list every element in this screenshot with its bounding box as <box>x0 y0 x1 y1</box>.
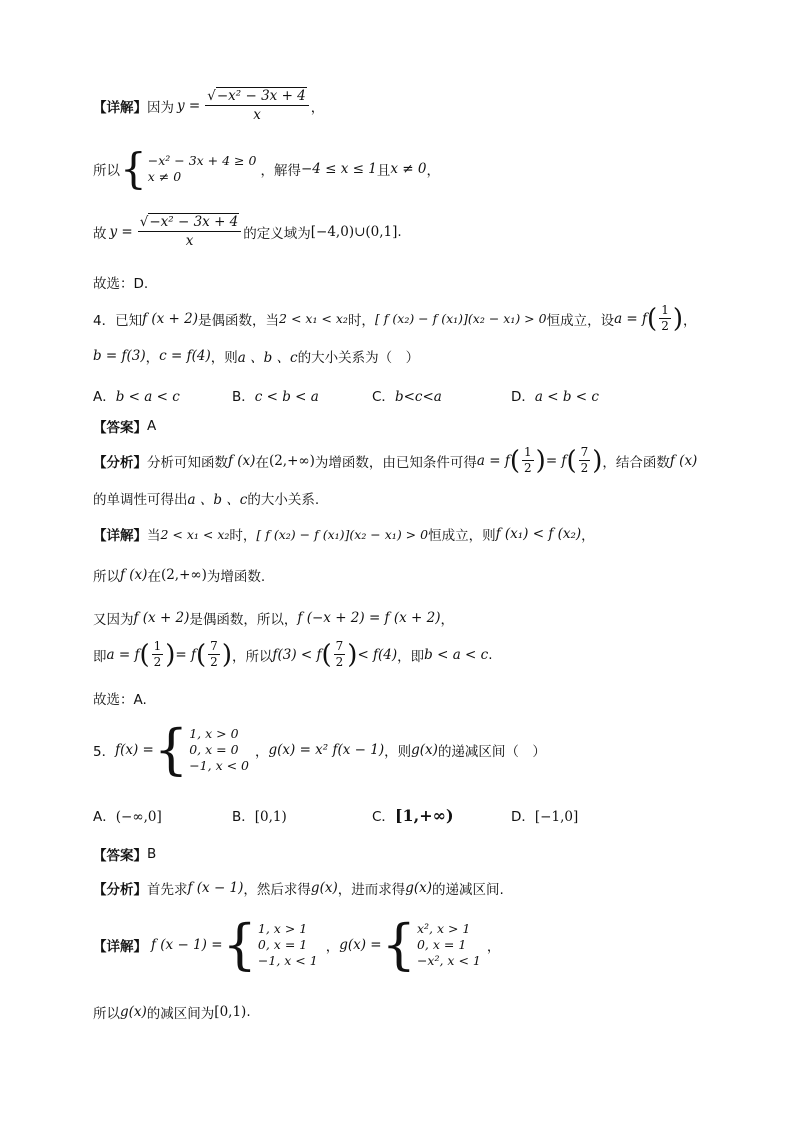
text: ，即 <box>397 648 425 665</box>
left-paren: ( <box>566 445 577 476</box>
text: ， <box>255 744 269 760</box>
math-condition: x ≠ 0 <box>390 161 427 177</box>
math-interval: [0,1) <box>214 1004 247 1020</box>
text: 的减区间为 <box>146 1006 215 1022</box>
option-a[interactable] <box>93 805 162 825</box>
text: ， <box>683 312 697 329</box>
text: ， <box>486 939 501 955</box>
option-letter: D． <box>511 809 535 825</box>
math-interval: (2,+∞) <box>268 452 315 469</box>
option-letter: B． <box>232 389 255 405</box>
case-row: x ≠ 0 <box>147 169 182 184</box>
fraction <box>659 304 671 333</box>
text: 的大小关系为（ ） <box>297 350 420 366</box>
case-row: −1, x < 0 <box>189 758 249 773</box>
answer-select-2: 故选：A. <box>93 692 147 708</box>
text: 所以 <box>93 1006 120 1022</box>
detail-5 <box>93 913 501 976</box>
math-condition: 2 < x₁ < x₂ <box>279 311 348 326</box>
fraction-numerator: 7 <box>210 639 218 653</box>
text: 所以 <box>93 569 120 585</box>
cases-rows <box>148 153 257 185</box>
cases-rows <box>189 726 249 774</box>
text: 的大小关系. <box>247 492 320 508</box>
math-a-eq: a = f <box>614 310 648 327</box>
text: 的定义域为 <box>243 225 311 242</box>
option-text: [1,+∞) <box>394 806 454 825</box>
left-brace: { <box>153 718 189 781</box>
case-row: −x², x < 1 <box>416 953 481 968</box>
math-eq: = f <box>545 452 567 469</box>
math-domain: [−4,0)∪(0,1] <box>310 223 398 240</box>
text: 且 <box>376 163 391 179</box>
detail-line-1 <box>93 88 324 123</box>
case-row: 1, x > 0 <box>189 726 239 741</box>
detail-label: 【详解】 <box>93 528 147 544</box>
option-text: (−∞,0] <box>115 809 162 825</box>
fraction-numerator: 7 <box>335 639 344 653</box>
option-text: [−1,0] <box>534 809 579 825</box>
radicand: −x² − 3x + 4 <box>216 88 306 104</box>
question-4-line-2 <box>93 346 419 366</box>
left-brace: { <box>120 144 147 193</box>
question-number: 5． <box>93 744 116 760</box>
math-interval: (2,+∞) <box>160 567 207 583</box>
fraction-numerator: 1 <box>153 639 162 653</box>
math-lt-f4: < f(4) <box>357 646 398 663</box>
option-letter: B． <box>232 809 255 825</box>
text: 为增函数. <box>206 569 266 585</box>
text: ， <box>145 350 160 366</box>
fraction <box>138 214 242 249</box>
option-letter: D． <box>511 389 535 405</box>
fraction-denominator: 2 <box>661 319 669 333</box>
option-text: c < b < a <box>254 389 319 405</box>
option-letter: A． <box>93 809 116 825</box>
option-c[interactable] <box>372 805 454 825</box>
answer-5 <box>93 844 156 864</box>
math-a-eq: a = f <box>106 646 140 663</box>
text: ，则 <box>384 744 412 760</box>
fraction-numerator: 7 <box>580 445 589 459</box>
fraction-denominator: 2 <box>580 461 589 475</box>
text: 在 <box>255 454 269 471</box>
right-paren: ) <box>221 639 232 670</box>
question-number: 4．已知 <box>93 312 143 329</box>
case-row: 1, x > 1 <box>257 921 308 936</box>
option-b[interactable] <box>232 805 287 825</box>
math-a-eq: a = f <box>476 452 510 469</box>
text: ，进而求得 <box>337 882 406 898</box>
option-d[interactable] <box>511 805 578 825</box>
math-g-x: g(x) <box>310 880 338 896</box>
answer-select-1: 故选：D. <box>93 276 149 292</box>
fraction <box>334 640 346 669</box>
text: 的递减区间（ ） <box>437 744 546 760</box>
detail-label: 【详解】 <box>93 99 147 116</box>
math-inequality: −4 ≤ x ≤ 1 <box>300 161 377 177</box>
text: ，所以 <box>231 648 273 665</box>
option-text: [0,1) <box>254 809 287 825</box>
question-5 <box>93 718 546 781</box>
fraction-numerator: 1 <box>524 445 532 459</box>
right-paren: ) <box>535 445 546 476</box>
right-paren: ) <box>592 445 603 476</box>
text: ，然后求得 <box>243 882 311 898</box>
answer-value: A <box>147 418 157 434</box>
answer-label: 【答案】 <box>93 420 147 436</box>
math-f-x-eq: f(x) = <box>115 742 154 758</box>
text: ， <box>426 163 440 179</box>
math-result: f (x₁) < f (x₂) <box>495 526 582 542</box>
math-f3: f(3) < f <box>272 646 322 663</box>
gu-line-1 <box>93 214 402 249</box>
text: 恒成立，则 <box>428 528 496 544</box>
analysis-4-line-2 <box>93 488 319 508</box>
analysis-5 <box>93 878 504 898</box>
text: 在 <box>147 569 161 585</box>
text: ， <box>310 99 325 116</box>
fraction <box>152 640 164 669</box>
option-a[interactable] <box>93 385 180 405</box>
fraction-denominator: 2 <box>210 655 218 669</box>
math-expression: [ f (x₂) − f (x₁)](x₂ − x₁) > 0 <box>256 526 429 542</box>
answer-value: B <box>147 846 157 862</box>
option-c[interactable] <box>372 385 442 405</box>
text: 当 <box>147 528 161 544</box>
question-4 <box>93 304 697 333</box>
math-f-x-minus-1: f (x − 1) <box>187 880 244 896</box>
right-paren: ) <box>672 303 683 334</box>
fraction-denominator: x <box>253 107 261 123</box>
cases-system <box>120 144 257 193</box>
cases-system <box>222 913 318 976</box>
text: 又因为 <box>93 612 134 628</box>
text: 恒成立，设 <box>546 312 615 329</box>
text: 时， <box>229 528 257 544</box>
case-row: 0, x = 1 <box>257 937 308 952</box>
option-d[interactable] <box>511 385 599 405</box>
option-letter: A． <box>93 389 116 405</box>
right-paren: ) <box>347 639 358 670</box>
math-f-x: f (x) <box>120 567 148 583</box>
math-g-x: g(x) <box>120 1004 147 1020</box>
detail-label: 【详解】 <box>93 939 147 955</box>
case-row: 0, x = 1 <box>416 937 467 952</box>
math-f-x: f (x) <box>228 452 256 469</box>
math-g-x-eq: g(x) = <box>339 937 382 953</box>
option-text: b<c<a <box>394 389 442 405</box>
detail-4 <box>93 524 595 544</box>
text: ， <box>440 612 454 628</box>
text: . <box>488 646 493 663</box>
math-expression: [ f (x₂) − f (x₁)](x₂ − x₁) > 0 <box>374 311 547 326</box>
left-paren: ( <box>647 303 658 334</box>
cases-rows <box>258 921 318 969</box>
text: ，则 <box>210 350 238 366</box>
text: 分析可知函数 <box>147 454 228 471</box>
left-paren: ( <box>321 639 332 670</box>
left-paren: ( <box>139 639 150 670</box>
fraction <box>205 88 309 123</box>
fraction-numerator: √−x² − 3x + 4 <box>205 88 309 106</box>
you-4 <box>93 608 454 628</box>
math-f-x-plus-2: f (x + 2) <box>142 310 199 327</box>
text: 的单调性可得出 <box>93 492 188 508</box>
fraction-denominator: x <box>185 233 194 249</box>
answer-4 <box>93 416 156 436</box>
text: ，解得 <box>260 163 301 179</box>
suoyi-4 <box>93 565 265 585</box>
case-row: −1, x < 1 <box>257 953 318 968</box>
left-brace: { <box>381 913 416 976</box>
ji-4 <box>93 640 493 669</box>
left-paren: ( <box>196 639 207 670</box>
fraction <box>522 446 534 475</box>
case-row: x², x > 1 <box>416 921 471 936</box>
case-row: 0, x = 0 <box>189 742 239 757</box>
text: 的递减区间. <box>432 882 504 898</box>
math-vars: a 、b 、c <box>187 492 248 508</box>
math-c-def: c = f(4) <box>159 348 211 364</box>
math-vars: a 、b 、c <box>237 350 298 366</box>
text: 因为 <box>147 99 174 116</box>
text: 故 <box>93 225 107 242</box>
math-result: b < a < c <box>424 646 489 663</box>
math-g-def: g(x) = x² f(x − 1) <box>268 742 385 758</box>
option-text: b < a < c <box>115 389 180 405</box>
math-condition: 2 < x₁ < x₂ <box>160 526 230 542</box>
math-f-x: f (x) <box>669 452 698 469</box>
cases-system <box>153 718 249 781</box>
text: ，结合函数 <box>602 454 670 471</box>
suoyi-line-1 <box>93 144 440 193</box>
text: . <box>246 1004 251 1020</box>
cases-system <box>381 913 481 976</box>
fraction-denominator: 2 <box>335 655 344 669</box>
text: ， <box>581 528 595 544</box>
suoyi-5 <box>93 1002 251 1022</box>
option-b[interactable] <box>232 385 319 405</box>
math-b-def: b = f(3) <box>93 348 146 364</box>
text: . <box>397 223 402 240</box>
fraction-denominator: 2 <box>153 655 162 669</box>
text: 时， <box>347 312 375 329</box>
analysis-4 <box>93 446 697 475</box>
math-g-x: g(x) <box>411 742 438 758</box>
math-expression: f (−x + 2) = f (x + 2) <box>297 610 441 626</box>
math-g-x: g(x) <box>405 880 433 896</box>
option-letter: C． <box>372 809 395 825</box>
right-paren: ) <box>165 639 176 670</box>
left-brace: { <box>222 913 257 976</box>
math-f-x-minus-1-eq: f (x − 1) = <box>151 937 223 953</box>
radicand: −x² − 3x + 4 <box>149 214 239 230</box>
math-y-eq: y = <box>177 97 201 114</box>
math-eq: = f <box>175 646 197 663</box>
text: 首先求 <box>147 882 188 898</box>
option-text: a < b < c <box>534 389 599 405</box>
analysis-label: 【分析】 <box>93 454 147 471</box>
text: 即 <box>93 648 107 665</box>
text: 所以 <box>93 163 120 179</box>
answer-label: 【答案】 <box>93 848 147 864</box>
text: ， <box>325 939 340 955</box>
left-paren: ( <box>509 445 521 476</box>
text: 为增函数，由已知条件可得 <box>314 454 477 471</box>
fraction <box>208 640 220 669</box>
math-y-eq: y = <box>109 223 133 240</box>
option-letter: C． <box>372 389 395 405</box>
analysis-label: 【分析】 <box>93 882 147 898</box>
fraction-numerator: √−x² − 3x + 4 <box>138 214 242 232</box>
math-f-x-plus-2: f (x + 2) <box>133 610 190 626</box>
cases-rows <box>417 921 481 969</box>
text: 是偶函数，所以， <box>189 612 298 628</box>
fraction-numerator: 1 <box>661 303 669 317</box>
case-row: −x² − 3x + 4 ≥ 0 <box>147 153 257 168</box>
fraction <box>579 446 591 475</box>
fraction-denominator: 2 <box>524 461 532 475</box>
text: 是偶函数，当 <box>198 312 280 329</box>
